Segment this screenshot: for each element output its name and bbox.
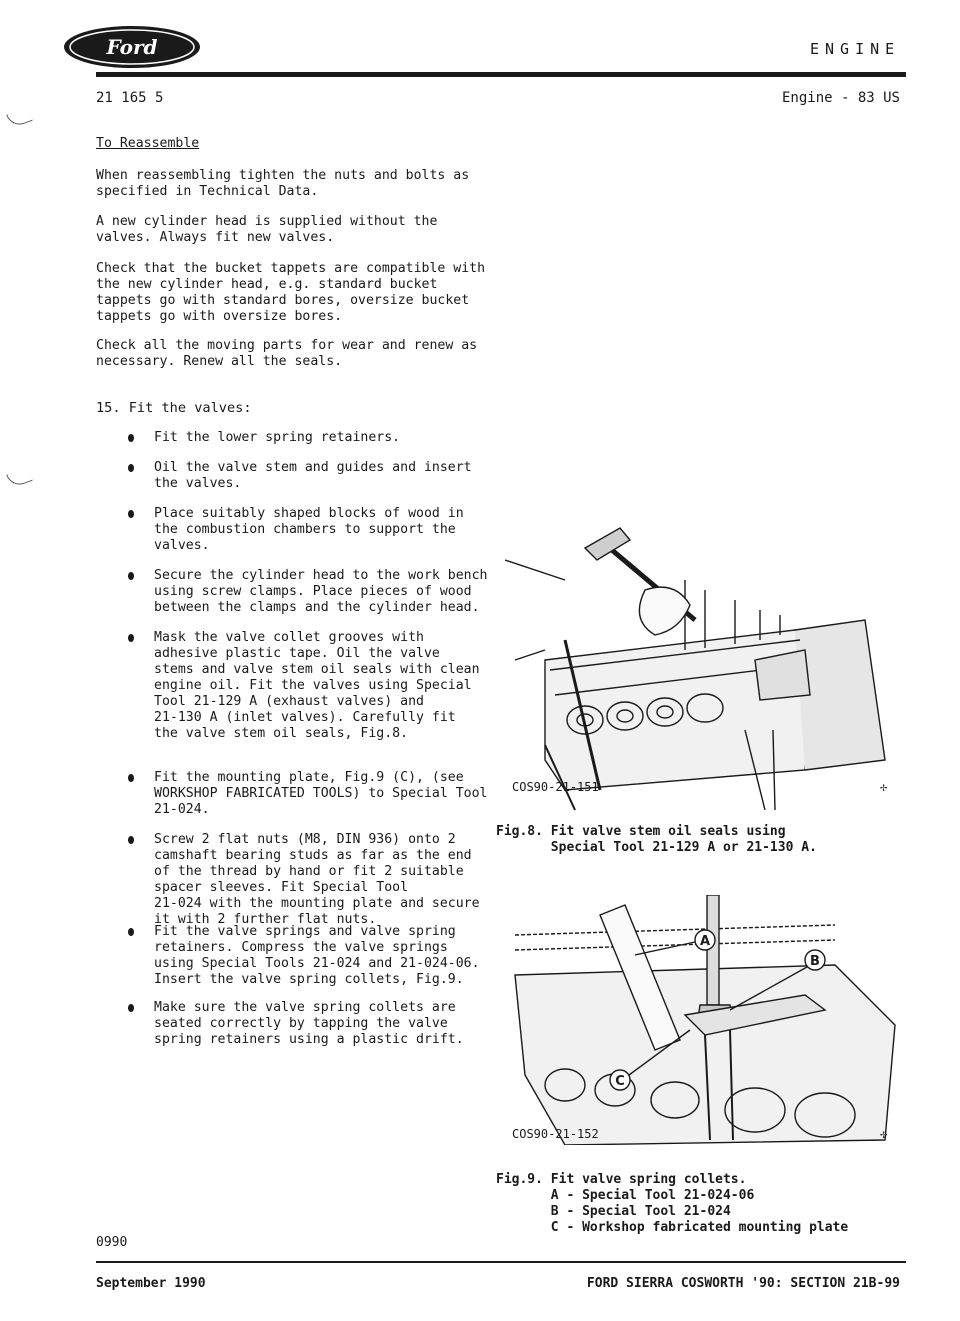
list-item-text: Fit the lower spring retainers. [154, 430, 401, 445]
list-item-text: Make sure the valve spring collets are seated correctly by tapping the valve spring retainers using a plastic drift. [154, 1000, 464, 1047]
list-item-text: Secure the cylinder head to the work bench using screw clamps. Place pieces of wood between the clamps and the cylinder head. [154, 568, 488, 615]
bullet-icon [128, 774, 134, 782]
step-heading: 15. Fit the valves: [96, 400, 252, 416]
list-item-text: Mask the valve collet grooves with adhesive plastic tape. Oil the valve stems and valve stem oil seals with clean engine oil. Fit the valves using Special Tool 21-129 A (exhaust valves) and 21-130 A (inlet valves). Carefully fit the valve stem oil seals, Fig.8. [154, 630, 480, 741]
bullet-icon [128, 572, 134, 580]
header-rule [96, 72, 906, 77]
bullet-icon [128, 836, 134, 844]
bullet-icon [128, 510, 134, 518]
bullet-icon [128, 928, 134, 936]
figure-9-illustration [505, 895, 905, 1145]
margin-mark [6, 467, 33, 489]
footer-section: FORD SIERRA COSWORTH '90: SECTION 21B-99 [586, 1276, 900, 1291]
ford-logo [62, 24, 202, 70]
bullet-icon [128, 1004, 134, 1012]
callout-a-label: A [699, 934, 711, 949]
list-item-text: Fit the mounting plate, Fig.9 (C), (see WORKSHOP FABRICATED TOOLS) to Special Tool 21-024. [154, 770, 488, 817]
bullet-icon [128, 634, 134, 642]
paragraph: When reassembling tighten the nuts and bolts as specified in Technical Data. [96, 168, 470, 199]
figure-code: COS90-21-151 [512, 780, 599, 794]
bullet-icon [128, 464, 134, 472]
paragraph: Check all the moving parts for wear and renew as necessary. Renew all the seals. [96, 338, 478, 369]
paragraph: Check that the bucket tappets are compatible with the new cylinder head, e.g. standard bucket tappets go with standard bores, oversize bucket tappets go with oversize bores. [96, 261, 486, 324]
list-item-text: Screw 2 flat nuts (M8, DIN 936) onto 2 camshaft bearing studs as far as the end of the thread by hand or fit 2 suitable spacer sleeves. Fit Special Tool 21-024 with the mounting plate and secure it with 2 further flat nuts. [154, 832, 480, 927]
registration-mark-icon: ✢ [880, 780, 888, 794]
document-reference: 21 165 5 [96, 90, 164, 106]
figure-8-illustration [505, 520, 905, 820]
callout-b-label: B [810, 954, 820, 969]
figure-caption: Fig.9. Fit valve spring collets. A - Special Tool 21-024-06 B - Special Tool 21-024 C - Workshop fabricated mounting plate [496, 1172, 849, 1235]
engine-code: Engine - 83 US [781, 90, 900, 106]
figure-caption: Fig.8. Fit valve stem oil seals using Special Tool 21-129 A or 21-130 A. [496, 824, 817, 855]
registration-mark-icon: ✢ [880, 1127, 888, 1141]
figure-code: COS90-21-152 [512, 1127, 599, 1141]
callout-c-label: C [615, 1074, 625, 1089]
list-item-text: Oil the valve stem and guides and insert the valves. [154, 460, 472, 491]
logo-text: Ford [106, 35, 158, 59]
margin-mark [6, 107, 33, 129]
paragraph: A new cylinder head is supplied without the valves. Always fit new valves. [96, 214, 438, 245]
page-section-title: ENGINE [810, 40, 901, 58]
section-heading: To Reassemble [96, 136, 200, 151]
list-item-text: Fit the valve springs and valve spring retainers. Compress the valve springs using Special Tools 21-024 and 21-024-06. Insert the valve spring collets, Fig.9. [154, 924, 480, 987]
footer-code: 0990 [96, 1235, 128, 1250]
footer-rule [96, 1261, 906, 1263]
list-item-text: Place suitably shaped blocks of wood in the combustion chambers to support the valves. [154, 506, 464, 553]
bullet-icon [128, 434, 134, 442]
footer-date: September 1990 [96, 1276, 206, 1291]
